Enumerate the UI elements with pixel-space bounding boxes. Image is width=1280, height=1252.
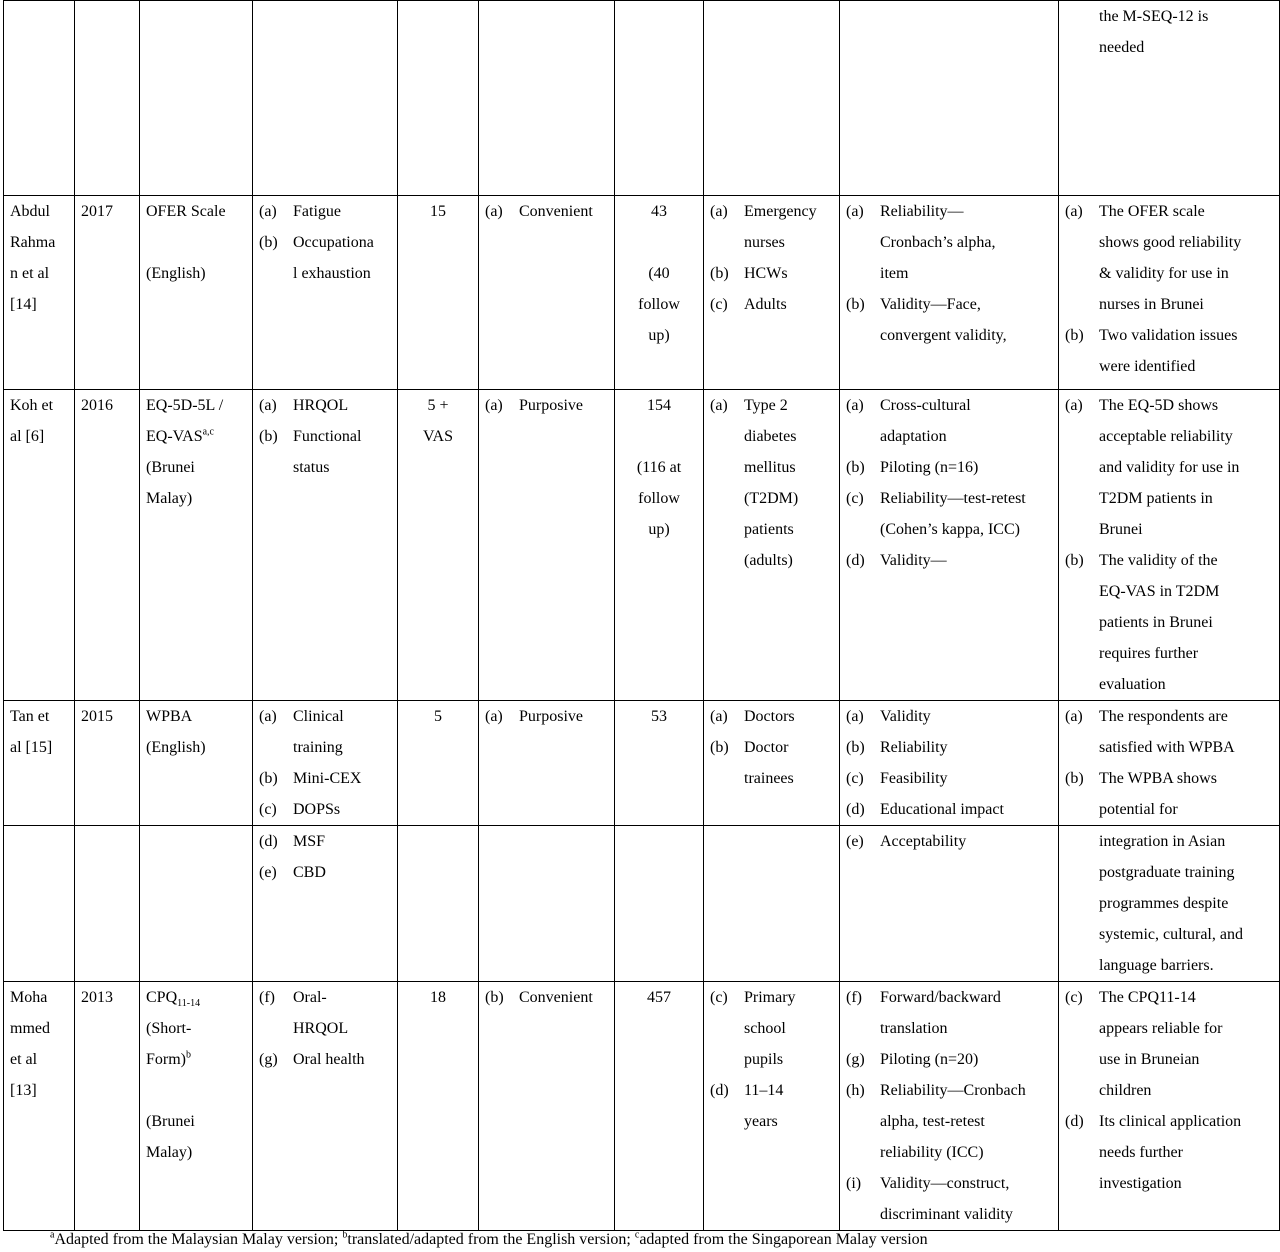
population-cell [704,390,840,701]
list-item: (b) Reliability [846,739,948,756]
list-item: (g) Piloting (n=20) [846,1051,979,1068]
list-item: (e) Acceptability [846,833,967,850]
list-item: item [880,265,909,282]
list-item: the M-SEQ-12 is [1099,8,1209,25]
list-item: (g) Oral health [259,1051,365,1068]
list-item: (d) Educational impact [846,801,1004,818]
sample-size-cell: 154 (116 at follow up) [615,390,704,701]
list-item: children [1099,1082,1152,1099]
list-item: (c) Feasibility [846,770,948,787]
list-item: (a) Clinical [259,708,344,725]
list-item: mellitus [744,459,796,476]
instrument-cell: $CPQ_{11-14}$ (Short- Form)$^b$ (Brunei Malay) [140,982,253,1231]
list-item: alpha, test-retest [880,1113,985,1130]
sampling-cell [479,701,615,826]
domains-cell [253,826,398,982]
population-cell [704,701,840,826]
domains-cell [253,701,398,826]
conclusions-cell [1059,390,1280,701]
list-item: (a) Type 2 [710,397,788,414]
list-item: nurses [744,234,785,251]
author-cell [4,826,75,982]
list-item: patients in Brunei [1099,614,1213,631]
list-item: (a) Purposive [485,397,583,414]
table-row [4,982,1280,1231]
items-cell: 18 [398,982,479,1231]
list-item: (b) Validity—Face, [846,296,981,313]
list-item: adaptation [880,428,947,445]
instrument-cell [140,1,253,196]
list-item: needed [1099,39,1145,56]
items-cell: 5 + VAS [398,390,479,701]
list-item: (a) Doctors [710,708,795,725]
list-item: (c) Adults [710,296,787,313]
properties-cell [840,196,1059,390]
list-item: school [744,1020,786,1037]
list-item: HRQOL [293,1020,349,1037]
list-item: (b) HCWs [710,265,788,282]
conclusions-cell [1059,701,1280,826]
instrument-cell: OFER Scale (English) [140,196,253,390]
list-item: trainees [744,770,794,787]
domains-cell [253,196,398,390]
author-cell: Koh et al [6] [4,390,75,701]
list-item: (a) Emergency [710,203,817,220]
table-row [4,390,1280,701]
list-item: were identified [1099,358,1196,375]
list-item: (d) Validity— [846,552,947,569]
sample-size-cell [615,1,704,196]
list-item: (b) Convenient [485,989,593,1006]
list-item: needs further [1099,1144,1183,1161]
list-item: Cronbach’s alpha, [880,234,996,251]
list-item: l exhaustion [293,265,371,282]
conclusions-cell [1059,826,1280,982]
properties-cell [840,826,1059,982]
list-item: satisfied with WPBA [1099,739,1235,756]
list-item: (a) The OFER scale [1065,203,1205,220]
list-item: and validity for use in [1099,459,1240,476]
list-item: (i) Validity—construct, [846,1175,1010,1192]
list-item: (a) Reliability— [846,203,964,220]
year-cell: 2013 [75,982,140,1231]
list-item: (b) The WPBA shows [1065,770,1217,787]
items-cell: 15 [398,196,479,390]
instrument-cell: WPBA (English) [140,701,253,826]
list-item: patients [744,521,794,538]
list-item: discriminant validity [880,1206,1013,1223]
list-item: appears reliable for [1099,1020,1223,1037]
year-cell: 2015 [75,701,140,826]
instrument-cell [140,826,253,982]
list-item: (b) Occupationa [259,234,374,251]
list-item: years [744,1113,778,1130]
list-item: EQ-VAS in T2DM [1099,583,1220,600]
population-cell [704,982,840,1231]
year-cell: 2017 [75,196,140,390]
sampling-cell [479,196,615,390]
table-row [4,826,1280,982]
list-item: (c) Reliability—test-retest [846,490,1026,507]
domains-cell [253,390,398,701]
author-cell: Moha mmed et al [13] [4,982,75,1231]
list-item: (b) Mini-CEX [259,770,362,787]
items-cell: 5 [398,701,479,826]
list-item: requires further [1099,645,1199,662]
list-item: (a) Validity [846,708,931,725]
population-cell [704,826,840,982]
list-item: pupils [744,1051,784,1068]
list-item: evaluation [1099,676,1166,693]
properties-cell [840,982,1059,1231]
list-item: Brunei [1099,521,1143,538]
study-table [3,0,1280,1231]
population-cell [704,196,840,390]
list-item: nurses in Brunei [1099,296,1204,313]
list-item: use in Bruneian [1099,1051,1200,1068]
sampling-cell [479,390,615,701]
properties-cell [840,1,1059,196]
table-row [4,701,1280,826]
conclusions-cell [1059,196,1280,390]
list-item: (adults) [744,552,793,569]
list-item: acceptable reliability [1099,428,1233,445]
table-row [4,196,1280,390]
properties-cell [840,701,1059,826]
author-cell: Tan et al [15] [4,701,75,826]
sampling-cell [479,982,615,1231]
list-item: (a) HRQOL [259,397,349,414]
list-item: (c) Primary [710,989,796,1006]
year-cell [75,826,140,982]
list-item: (a) Purposive [485,708,583,725]
author-cell [4,1,75,196]
list-item: (h) Reliability—Cronbach [846,1082,1026,1099]
list-item: reliability (ICC) [880,1144,984,1161]
population-cell [704,1,840,196]
list-item: programmes despite [1099,895,1229,912]
list-item: (b) Doctor [710,739,789,756]
year-cell [75,1,140,196]
items-cell [398,826,479,982]
list-item: (b) Piloting (n=16) [846,459,979,476]
list-item: (a) Cross-cultural [846,397,971,414]
list-item: (f) Oral- [259,989,327,1006]
list-item: postgraduate training [1099,864,1235,881]
list-item: translation [880,1020,948,1037]
list-item: language barriers. [1099,957,1214,974]
list-item: convergent validity, [880,327,1007,344]
list-item: systemic, cultural, and [1099,926,1243,943]
domains-cell [253,982,398,1231]
properties-cell [840,390,1059,701]
list-item: (e) CBD [259,864,326,881]
list-item: (f) Forward/backward [846,989,1001,1006]
year-cell: 2016 [75,390,140,701]
list-item: (d) 11–14 [710,1082,784,1099]
list-item: (a) The EQ-5D shows [1065,397,1219,414]
sampling-cell [479,1,615,196]
conclusions-cell [1059,982,1280,1231]
sampling-cell [479,826,615,982]
list-item: (b) Functional [259,428,362,445]
list-item: (d) Its clinical application [1065,1113,1242,1130]
list-item: diabetes [744,428,797,445]
items-cell [398,1,479,196]
list-item: potential for [1099,801,1178,818]
list-item: (b) Two validation issues [1065,327,1238,344]
list-item: (c) DOPSs [259,801,341,818]
list-item: (a) Fatigue [259,203,341,220]
domains-cell [253,1,398,196]
list-item: status [293,459,330,476]
list-item: integration in Asian [1099,833,1226,850]
conclusions-cell [1059,1,1280,196]
list-item: shows good reliability [1099,234,1242,251]
list-item: T2DM patients in [1099,490,1213,507]
list-item: (a) Convenient [485,203,593,220]
list-item: (Cohen’s kappa, ICC) [880,521,1020,538]
list-item: (T2DM) [744,490,799,507]
list-item: & validity for use in [1099,265,1229,282]
instrument-cell: EQ-5D-5L / EQ-VAS$^{a,c}$ (Brunei Malay) [140,390,253,701]
author-cell: Abdul Rahma n et al [14] [4,196,75,390]
list-item: (c) The CPQ11-14 [1065,989,1196,1006]
table-row [4,1,1280,196]
sample-size-cell: 43 (40 follow up) [615,196,704,390]
list-item: (d) MSF [259,833,326,850]
list-item: (b) The validity of the [1065,552,1218,569]
sample-size-cell: 53 [615,701,704,826]
list-item: (a) The respondents are [1065,708,1228,725]
sample-size-cell: 457 [615,982,704,1231]
sample-size-cell [615,826,704,982]
list-item: training [293,739,343,756]
table-footnote: $^a$Adapted from the Malaysian Malay version; $^b$translated/adapted from the English version; $^c$adapted from the Singaporean Malay version [50,1229,928,1248]
list-item: investigation [1099,1175,1182,1192]
